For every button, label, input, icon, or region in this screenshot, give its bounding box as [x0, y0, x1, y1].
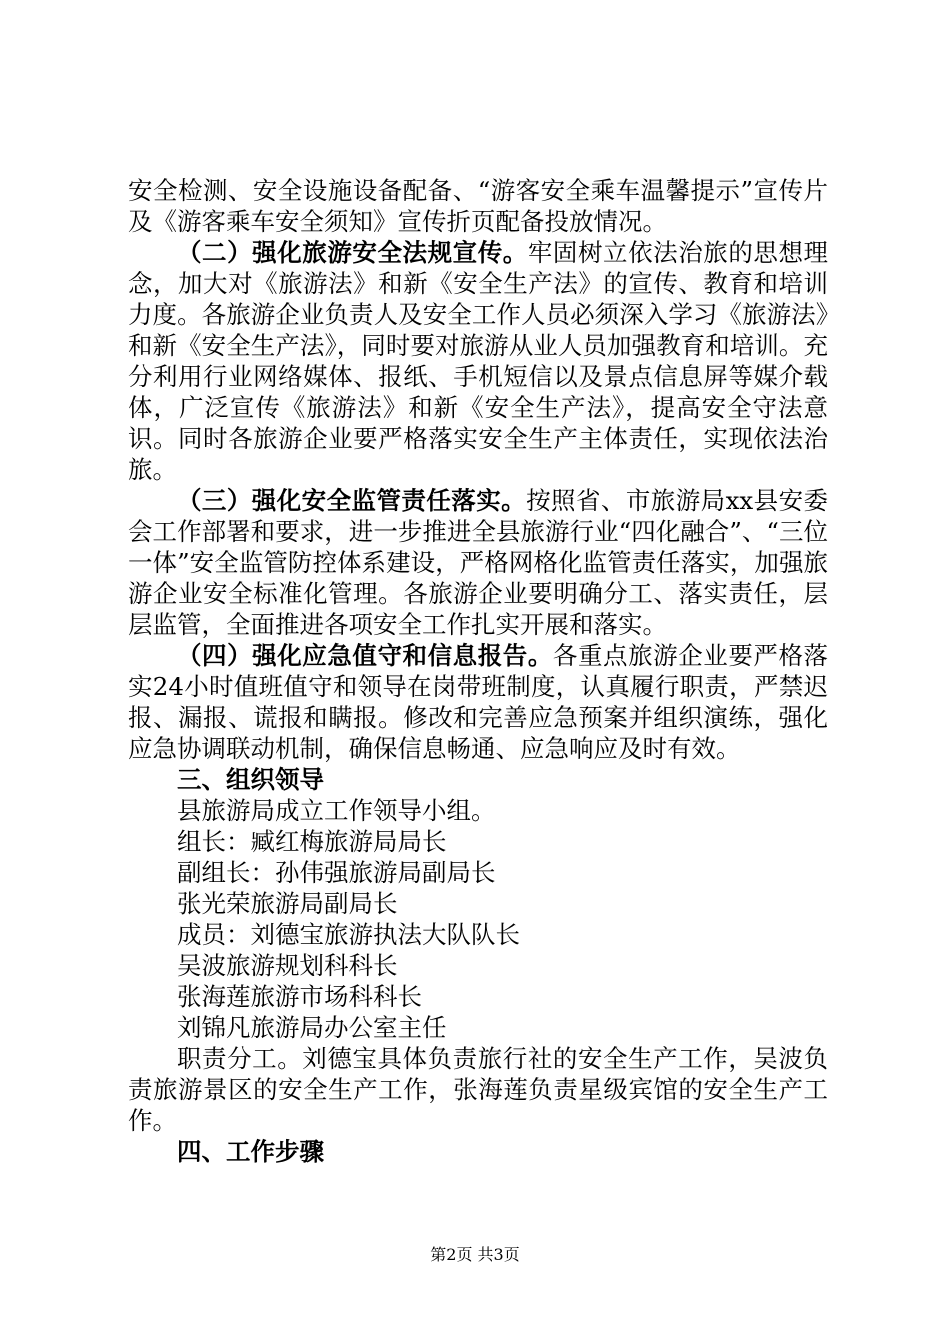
paragraph-title: （二）强化旅游安全法规宣传。	[177, 238, 528, 267]
document-body	[128, 175, 828, 1167]
org-line: 组长：臧红梅旅游局局长	[177, 827, 447, 856]
org-line: 副组长：孙伟强旅游局副局长	[177, 858, 496, 887]
org-line: 吴波旅游规划科科长	[177, 951, 398, 980]
paragraph-section-2-2	[128, 237, 828, 485]
org-line: 张海莲旅游市场科科长	[177, 982, 422, 1011]
org-line: 县旅游局成立工作领导小组。	[177, 796, 496, 825]
page-number-footer: 第2页 共3页	[430, 1245, 520, 1264]
section-heading-work-steps: 四、工作步骤	[177, 1137, 324, 1166]
paragraph-section-2-3	[128, 485, 828, 640]
paragraph-text: 牢固树立依法治旅的思想理念，加大对《旅游法》和新《安全生产法》的宣传、教育和培训力度。各旅游企业负责人及安全工作人员必须深入学习《旅游法》和新《安全生产法》，同时要对旅游从业人员加强教育和培训。充分利用行业网络媒体、报纸、手机短信以及景点信息屏等媒介载体，广泛宣传《旅游法》和新《安全生产法》，提高安全守法意识。同时各旅游企业要严格落实安全生产主体责任，实现依法治旅。	[128, 238, 829, 484]
org-line: 张光荣旅游局副局长	[177, 889, 398, 918]
paragraph-text: 各重点旅游企业要严格落实24小时值班值守和领导在岗带班制度，认真履行职责，严禁迟报、漏报、谎报和瞒报。修改和完善应急预案并组织演练，强化应急协调联动机制，确保信息畅通、应急响应及时有效。	[128, 641, 829, 763]
paragraph-duties: 职责分工。刘德宝具体负责旅行社的安全生产工作，吴波负责旅游景区的安全生产工作，张海莲负责星级宾馆的安全生产工作。	[128, 1044, 828, 1135]
paragraph-intro: 安全检测、安全设施设备配备、“游客安全乘车温馨提示”宣传片及《游客乘车安全须知》宣传折页配备投放情况。	[128, 176, 828, 236]
paragraph-section-2-4	[128, 640, 828, 764]
org-line: 刘锦凡旅游局办公室主任	[177, 1013, 447, 1042]
paragraph-text: 按照省、市旅游局xx县安委会工作部署和要求，进一步推进全县旅游行业“四化融合”、“三位一体”安全监管防控体系建设，严格网格化监管责任落实，加强旅游企业安全标准化管理。各旅游企业要明确分工、落实责任，层层监管，全面推进各项安全工作扎实开展和落实。	[128, 486, 829, 639]
section-heading-organization: 三、组织领导	[177, 765, 324, 794]
org-line: 成员：刘德宝旅游执法大队队长	[177, 920, 520, 949]
paragraph-title: （三）强化安全监管责任落实。	[177, 486, 527, 515]
paragraph-title: （四）强化应急值守和信息报告。	[177, 641, 553, 670]
